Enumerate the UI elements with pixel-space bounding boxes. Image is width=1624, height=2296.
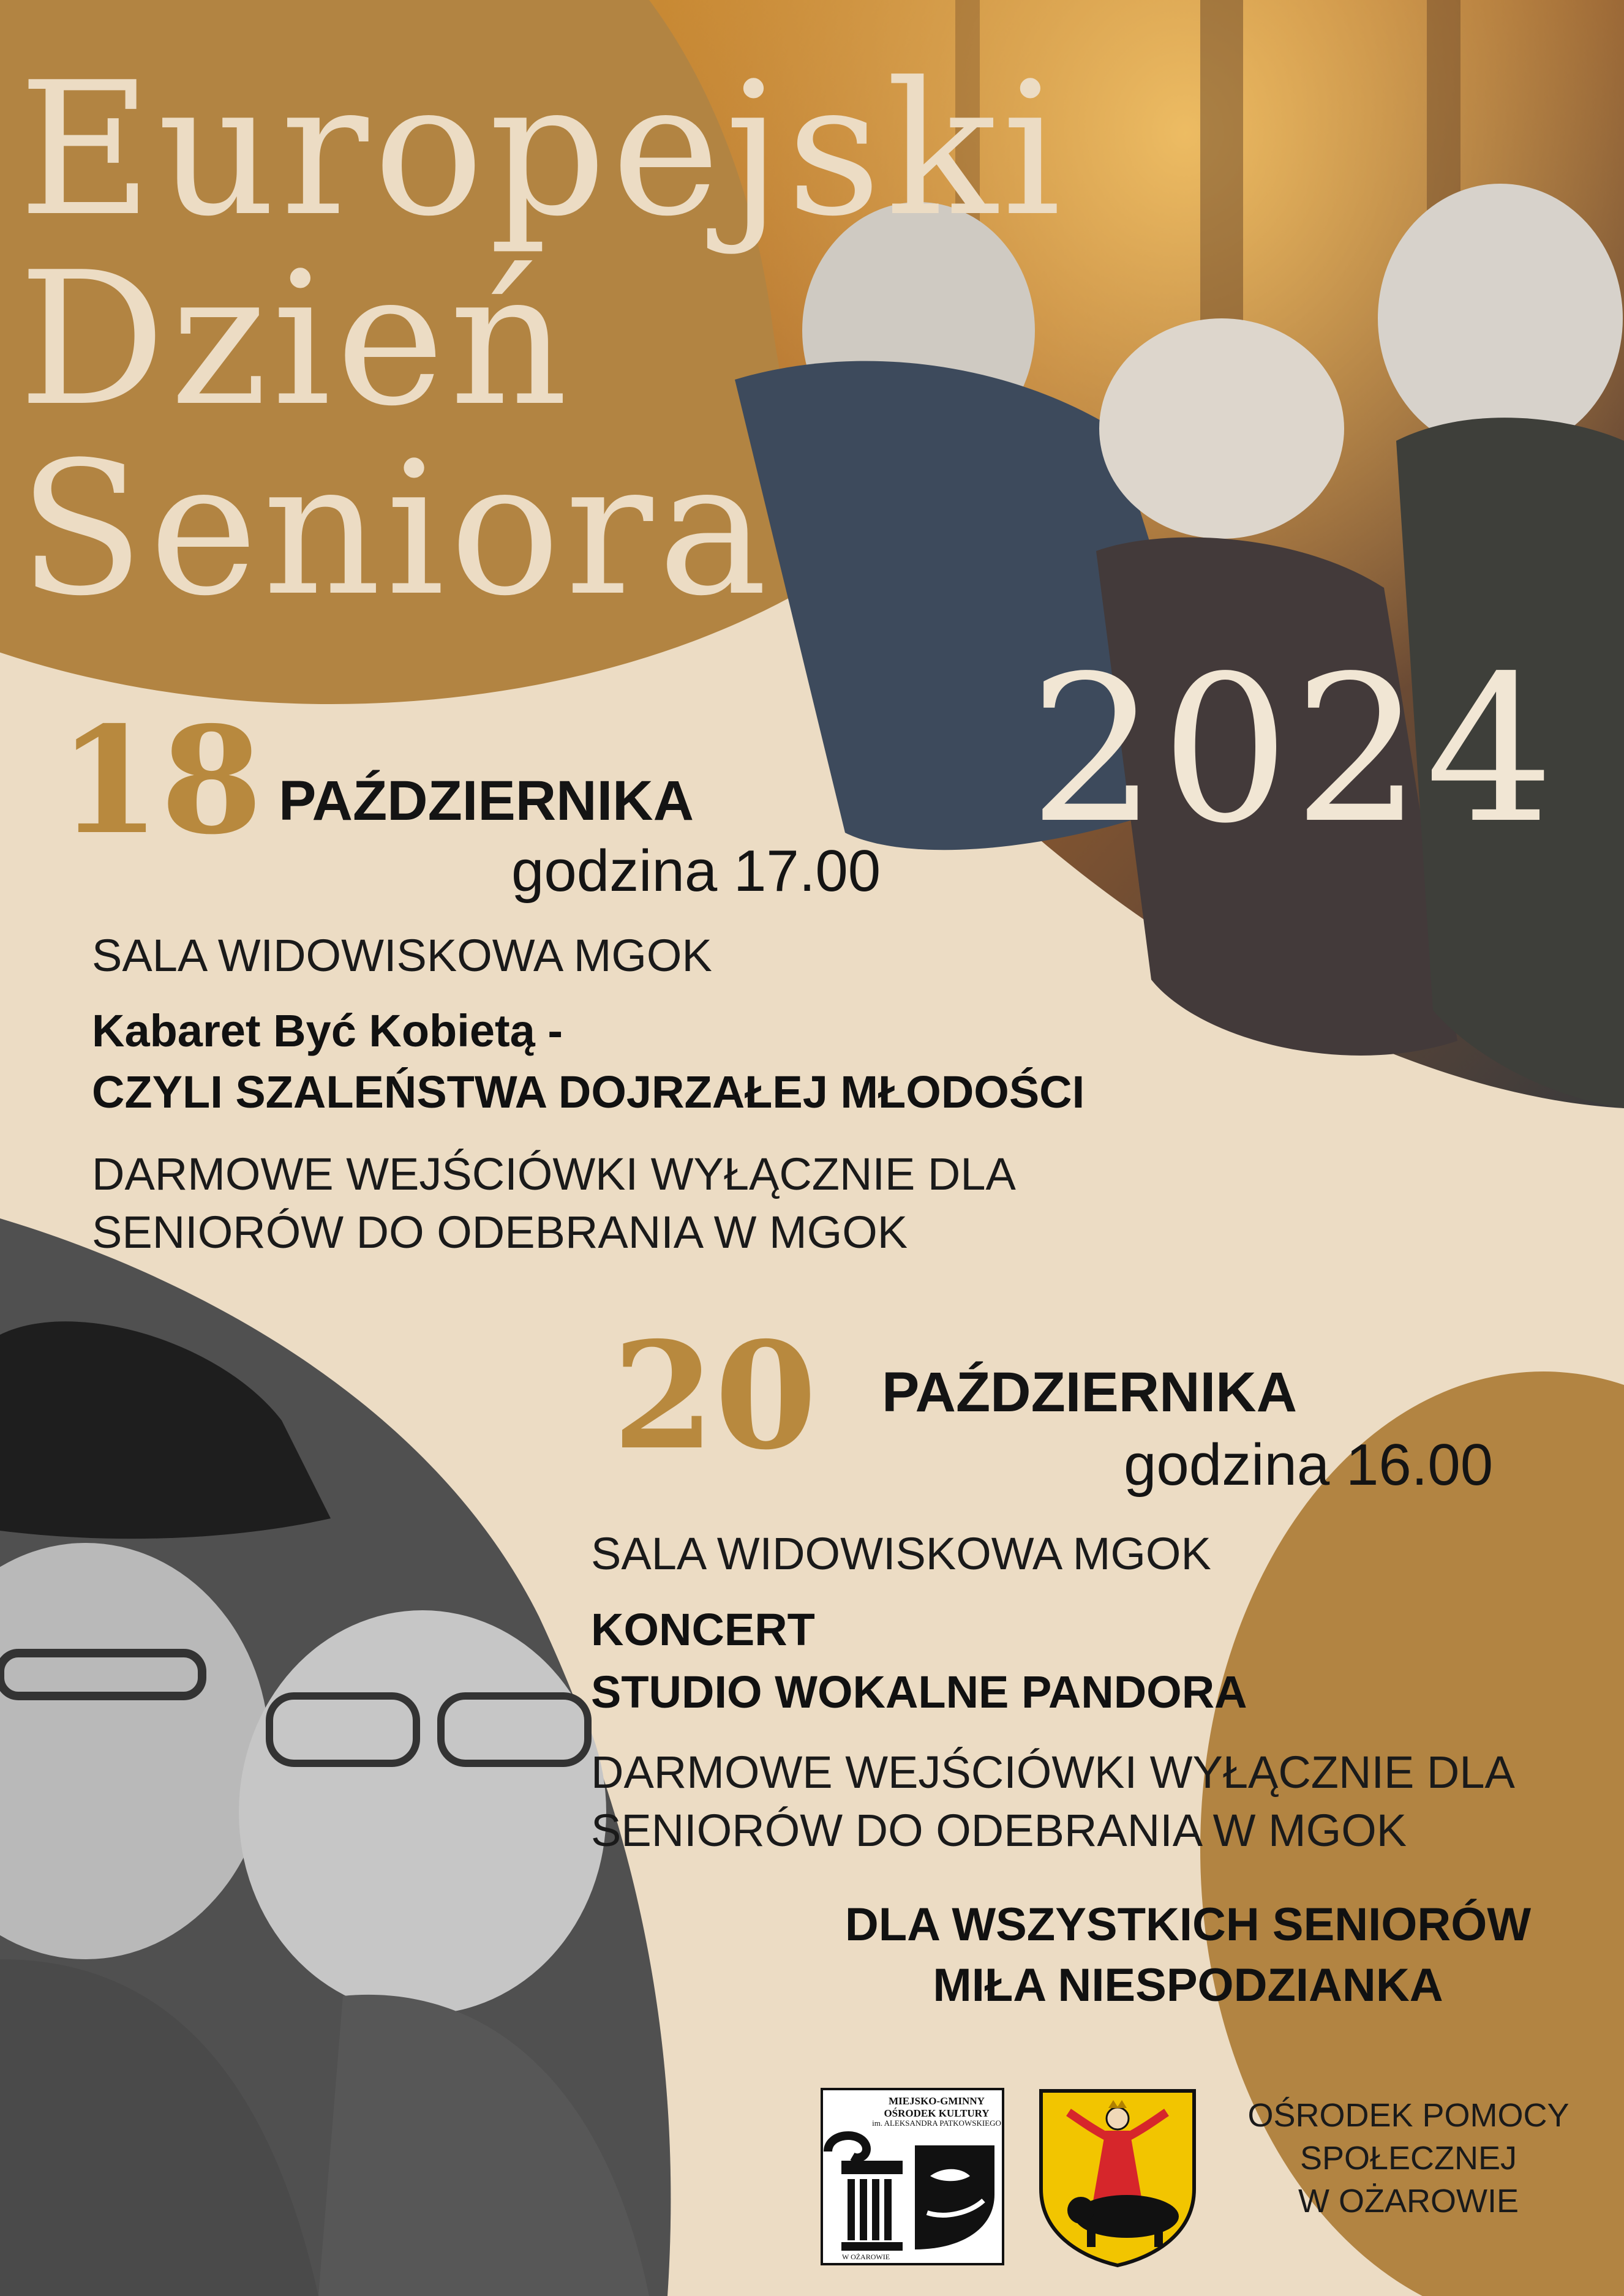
event1-name-line1: Kabaret Być Kobietą - <box>92 1005 563 1056</box>
mgok-line2: OŚRODEK KULTURY <box>884 2107 990 2119</box>
mgok-logo-text <box>871 2095 1002 2128</box>
event1-venue: SALA WIDOWISKOWA MGOK <box>92 930 712 981</box>
ozarow-coat-of-arms-icon <box>1035 2085 1200 2268</box>
event1-hour: godzina 17.00 <box>511 838 881 904</box>
ops-line2: SPOŁECZNEJ <box>1299 2140 1517 2177</box>
surprise-note <box>790 1895 1586 2016</box>
mgok-line3: im. ALEKSANDRA PATKOWSKIEGO <box>872 2118 1001 2128</box>
event2-free-line2: SENIORÓW DO ODEBRANIA W MGOK <box>591 1805 1407 1856</box>
event2-free-line1: DARMOWE WEJŚCIÓWKI WYŁĄCZNIE DLA <box>591 1747 1515 1798</box>
event1-free-line1: DARMOWE WEJŚCIÓWKI WYŁĄCZNIE DLA <box>92 1149 1016 1199</box>
event2-hour: godzina 16.00 <box>1124 1432 1494 1498</box>
title-line-3: Seniora <box>18 422 773 636</box>
year: 2024 <box>1029 632 1558 868</box>
event1-free-line2: SENIORÓW DO ODEBRANIA W MGOK <box>92 1207 908 1258</box>
event2-day: 20 <box>612 1310 817 1482</box>
event1-month: PAŹDZIERNIKA <box>279 770 694 832</box>
event2-name-line2: STUDIO WOKALNE PANDORA <box>591 1667 1247 1717</box>
mgok-footer: W OŻAROWIE <box>841 2253 890 2261</box>
column-mask-icon <box>823 2127 1002 2256</box>
event2-venue: SALA WIDOWISKOWA MGOK <box>591 1528 1211 1579</box>
ops-line3: W OŻAROWIE <box>1298 2183 1519 2220</box>
surprise-line2: MIŁA NIESPODZIANKA <box>933 1959 1443 2011</box>
mgok-line1: MIEJSKO-GMINNY <box>889 2095 985 2107</box>
event1-name-line2: CZYLI SZALEŃSTWA DOJRZAŁEJ MŁODOŚCI <box>92 1067 1085 1117</box>
title-line-1: Europejski <box>18 43 1066 257</box>
ops-text <box>1219 2094 1598 2223</box>
mgok-logo <box>821 2088 1004 2265</box>
ops-line1: OŚRODEK POMOCY <box>1247 2097 1569 2134</box>
event2-month: PAŹDZIERNIKA <box>882 1361 1298 1424</box>
event1-day: 18 <box>58 694 263 867</box>
title-line-2: Dzień <box>18 233 573 446</box>
event2-name-line1: KONCERT <box>591 1604 815 1655</box>
surprise-line1: DLA WSZYSTKICH SENIORÓW <box>844 1899 1532 1951</box>
